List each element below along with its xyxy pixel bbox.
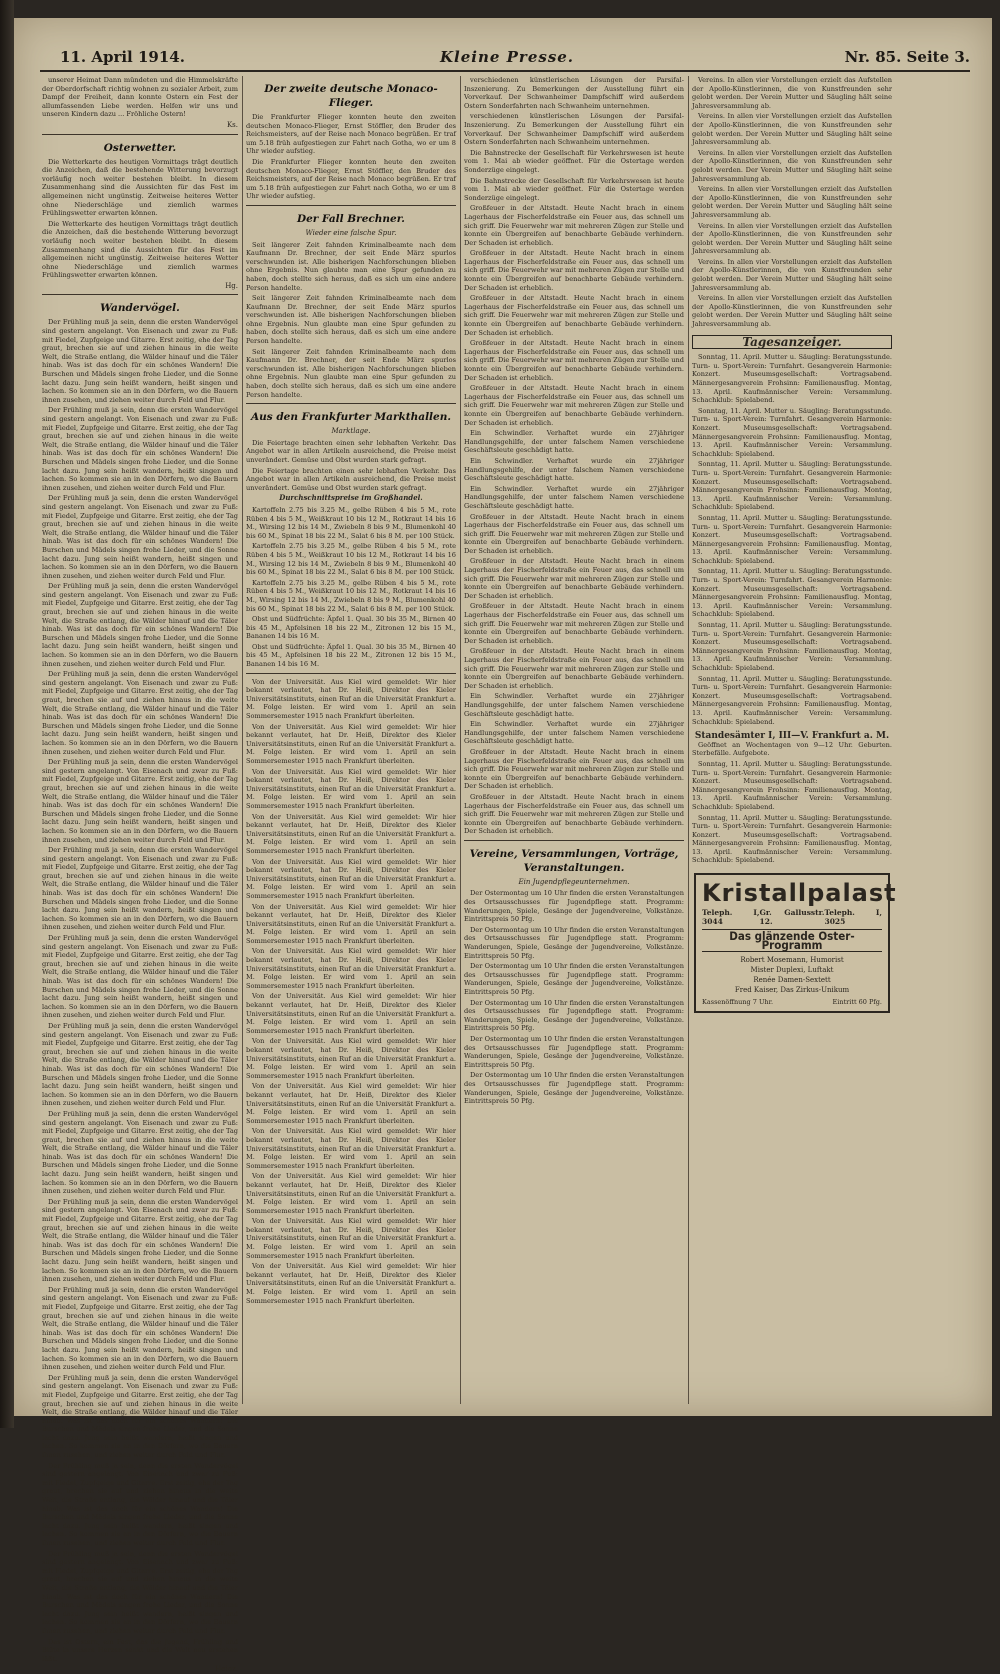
article-text: Der Ostermontag um 10 Uhr finden die ersten Veranstaltungen des Ortsausschusses für Jugendpflege statt. Programm: Wanderungen, Spiele, Gesänge der Jugendvereine, Volkstänze. Eintrittspreis 50 Pfg.: [464, 998, 684, 1033]
book-binding-edge: [0, 0, 14, 1428]
article-text: Der Frühling muß ja sein, denn die ersten Wandervögel sind gestern angelangt. Von Eisenach und zwar zu Fuß: mit Fiedel, Zupfgeige und Gitarre. Erst zeitig, ehe der Tag graut, brechen sie auf und ziehen hinaus in die weite Welt, die Straße entlang, die Wälder hinauf und die Täler hinab. Was ist das doch für ein schönes Wandern! Die Burschen und Mädels singen frohe Lieder, und die Sonne lacht dazu. Jung sein heißt wandern, heißt singen und lachen. So kommen sie an in den Dörfern, wo die Bauern ihnen zusehen, und ziehen weiter durch Feld und Flur.: [42, 1285, 238, 1372]
article-text: Kartoffeln 2.75 bis 3.25 M., gelbe Rüben 4 bis 5 M., rote Rüben 4 bis 5 M., Weißkraut 10 bis 12 M., Rotkraut 14 bis 16 M., Wirsing 12 bis 14 M., Zwiebeln 8 bis 9 M., Blumenkohl 40 bis 60 M., Spinat 18 bis 22 M., Salat 6 bis 8 M. per 100 Stück.: [246, 505, 456, 540]
kristallpalast-advertisement: [694, 873, 897, 1013]
article-text: Der Frühling muß ja sein, denn die ersten Wandervögel sind gestern angelangt. Von Eisenach und zwar zu Fuß: mit Fiedel, Zupfgeige und Gitarre. Erst zeitig, ehe der Tag graut, brechen sie auf und ziehen hinaus in die weite Welt, die Straße entlang, die Wälder hinauf und die Täler hinab. Was ist das doch für ein schönes Wandern! Die Burschen und Mädels singen frohe Lieder, und die Sonne lacht dazu. Jung sein heißt wandern, heißt singen und lachen. So kommen sie an in den Dörfern, wo die Bauern ihnen zusehen, und ziehen weiter durch Feld und Flur.: [42, 1197, 238, 1284]
article-text: verschiedenen künstlerischen Lösungen der Parsifal-Inszenierung. Zu Bemerkungen der Ausstellung führt ein Vorverkauf. Der Schwanheimer Dampfschiff wird außerdem Ostern Sonderfahrten nach Schwanheim unternehmen.: [464, 76, 684, 110]
article-text: Der Frühling muß ja sein, denn die ersten Wandervögel sind gestern angelangt. Von Eisenach und zwar zu Fuß: mit Fiedel, Zupfgeige und Gitarre. Erst zeitig, ehe der Tag graut, brechen sie auf und ziehen hinaus in die weite Welt, die Straße entlang, die Wälder hinauf und die Täler hinab. Was ist das doch für ein schönes Wandern! Die Burschen und Mädels singen frohe Lieder, und die Sonne lacht dazu. Jung sein heißt wandern, heißt singen und lachen. So kommen sie an in den Dörfern, wo die Bauern ihnen zusehen, und ziehen weiter durch Feld und Flur.: [42, 1021, 238, 1108]
headline-vereine: Vereine, Versammlungen, Vorträge, Veranstaltungen.: [469, 847, 679, 874]
article-text: Von der Universität. Aus Kiel wird gemeldet: Wir hier bekannt verlautet, hat Dr. Heiß, Direktor des Kieler Universitätsinstituts, einen Ruf an die Universität Frankfurt a. M. Folge leisten. Er wird vom 1. April an sein Sommersemester 1915 nach Frankfurt überleiten.: [246, 677, 456, 721]
article-text: Von der Universität. Aus Kiel wird gemeldet: Wir hier bekannt verlautet, hat Dr. Heiß, Direktor des Kieler Universitätsinstituts, einen Ruf an die Universität Frankfurt a. M. Folge leisten. Er wird vom 1. April an sein Sommersemester 1915 nach Frankfurt überleiten.: [246, 722, 456, 765]
article-text: Großfeuer in der Altstadt. Heute Nacht brach in einem Lagerhaus der Fischerfeldstraße ein Feuer aus, das schnell um sich griff. Die Feuerwehr war mit mehreren Zügen zur Stelle und konnte ein Übergreifen auf benachbarte Gebäude verhindern. Der Schaden ist erheblich.: [464, 792, 684, 836]
ad-act: Robert Mosemann, Humorist: [740, 956, 844, 965]
subheadline: Ein Jugendpflegeunternehmen.: [518, 877, 630, 886]
article-text: Vereins. In allen vier Vorstellungen erzielt das Aufstellen der Apollo-Künstlerinnen, die von Kunstfreunden sehr gelobt werden. Der Verein Mutter und Säugling hält seine Jahresversammlung ab.: [692, 185, 892, 219]
headline-brechner: Der Fall Brechner.: [297, 212, 405, 225]
listing-text: Sonntag, 11. April. Mutter u. Säugling: Beratungsstunde. Turn- u. Sport-Verein: Turnfahrt. Gesangverein Harmonie: Konzert. Museumsgesellschaft: Vortragsabend. Männergesangverein Frohsinn: Familienausflug. Montag, 13. April. Kaufmännischer Verein: Versammlung. Schachklub: Spielabend.: [692, 621, 892, 672]
subheadline: Wieder eine falsche Spur.: [305, 228, 397, 237]
article-text: Vereins. In allen vier Vorstellungen erzielt das Aufstellen der Apollo-Künstlerinnen, die von Kunstfreunden sehr gelobt werden. Der Verein Mutter und Säugling hält seine Jahresversammlung ab.: [692, 148, 892, 183]
article-text: Die Wetterkarte des heutigen Vormittags trägt deutlich die Anzeichen, daß die bestehende Witterung bevorzugt vorläufig noch weiter bestehen bleibt. In diesem Zusammenhang sind die Aussichten für das Fest im allgemeinen nicht ungünstig. Zeitweise heiteres Wetter ohne Niederschläge und ziemlich warmes Frühlingswetter erwarten können.: [42, 219, 238, 280]
article-text: Der Ostermontag um 10 Uhr finden die ersten Veranstaltungen des Ortsausschusses für Jugendpflege statt. Programm: Wanderungen, Spiele, Gesänge der Jugendvereine, Volkstänze. Eintrittspreis 50 Pfg.: [464, 1034, 684, 1069]
article-text: Ein Schwindler. Verhaftet wurde ein 27jähriger Handlungsgehilfe, der unter falschem Namen verschiedene Geschäftsleute geschädigt hatte.: [464, 692, 684, 718]
article-text: Von der Universität. Aus Kiel wird gemeldet: Wir hier bekannt verlautet, hat Dr. Heiß, Direktor des Kieler Universitätsinstituts, einen Ruf an die Universität Frankfurt a. M. Folge leisten. Er wird vom 1. April an sein Sommersemester 1915 nach Frankfurt überleiten.: [246, 1217, 456, 1260]
ad-address: Gr. Gallusstr. 12.: [759, 908, 825, 926]
listing-text: Sonntag, 11. April. Mutter u. Säugling: Beratungsstunde. Turn- u. Sport-Verein: Turnfahrt. Gesangverein Harmonie: Konzert. Museumsgesellschaft: Vortragsabend. Männergesangverein Frohsinn: Familienausflug. Montag, 13. April. Kaufmännischer Verein: Versammlung. Schachklub: Spielabend.: [692, 567, 892, 619]
article-text: Großfeuer in der Altstadt. Heute Nacht brach in einem Lagerhaus der Fischerfeldstraße ein Feuer aus, das schnell um sich griff. Die Feuerwehr war mit mehreren Zügen zur Stelle und konnte ein Übergreifen auf benachbarte Gebäude verhindern. Der Schaden ist erheblich.: [464, 204, 684, 247]
article-text: Der Frühling muß ja sein, denn die ersten Wandervögel sind gestern angelangt. Von Eisenach und zwar zu Fuß: mit Fiedel, Zupfgeige und Gitarre. Erst zeitig, ehe der Tag graut, brechen sie auf und ziehen hinaus in die weite Welt, die Straße entlang, die Wälder hinauf und die Täler hinab. Was ist das doch für ein schönes Wandern! Die Burschen und Mädels singen frohe Lieder, und die Sonne lacht dazu. Jung sein heißt wandern, heißt singen und lachen. So kommen sie an in den Dörfern, wo die Bauern ihnen zusehen, und ziehen weiter durch Feld und Flur.: [42, 1109, 238, 1196]
article-text: Großfeuer in der Altstadt. Heute Nacht brach in einem Lagerhaus der Fischerfeldstraße ein Feuer aus, das schnell um sich griff. Die Feuerwehr war mit mehreren Zügen zur Stelle und konnte ein Übergreifen auf benachbarte Gebäude verhindern. Der Schaden ist erheblich.: [464, 512, 684, 555]
column-divider: [688, 76, 689, 1404]
article-text: Ein Schwindler. Verhaftet wurde ein 27jähriger Handlungsgehilfe, der unter falschem Namen verschiedene Geschäftsleute geschädigt hatte.: [464, 429, 684, 455]
article-text: Der Frühling muß ja sein, denn die ersten Wandervögel sind gestern angelangt. Von Eisenach und zwar zu Fuß: mit Fiedel, Zupfgeige und Gitarre. Erst zeitig, ehe der Tag graut, brechen sie auf und ziehen hinaus in die weite Welt, die Straße entlang, die Wälder hinauf und die Täler hinab. Was ist das doch für ein schönes Wandern! Die Burschen und Mädels singen frohe Lieder, und die Sonne lacht dazu. Jung sein heißt wandern, heißt singen und lachen. So kommen sie an in den Dörfern, wo die Bauern ihnen zusehen, und ziehen weiter durch Feld und Flur.: [42, 758, 238, 844]
ad-act: Fred Kaiser, Das Zirkus-Unikum: [734, 986, 850, 995]
headline-monaco: Der zweite deutsche Monaco-Flieger.: [264, 83, 438, 109]
article-text: Die Bahnstrecke der Gesellschaft für Verkehrswesen ist heute vom 1. Mai ab wieder geöffnet. Für die Ostertage werden Sonderzüge eingelegt.: [464, 176, 684, 202]
article-text: Von der Universität. Aus Kiel wird gemeldet: Wir hier bekannt verlautet, hat Dr. Heiß, Direktor des Kieler Universitätsinstituts, einen Ruf an die Universität Frankfurt a. M. Folge leisten. Er wird vom 1. April an sein Sommersemester 1915 nach Frankfurt überleiten.: [246, 1037, 456, 1080]
column-2: [246, 76, 456, 1404]
listing-text: Sonntag, 11. April. Mutter u. Säugling: Beratungsstunde. Turn- u. Sport-Verein: Turnfahrt. Gesangverein Harmonie: Konzert. Museumsgesellschaft: Vortragsabend. Männergesangverein Frohsinn: Familienausflug. Montag, 13. April. Kaufmännischer Verein: Versammlung. Schachklub: Spielabend.: [692, 813, 892, 865]
article-text: Der Ostermontag um 10 Uhr finden die ersten Veranstaltungen des Ortsausschusses für Jugendpflege statt. Programm: Wanderungen, Spiele, Gesänge der Jugendvereine, Volkstänze. Eintrittspreis 50 Pfg.: [464, 889, 684, 924]
listing-text: Sonntag, 11. April. Mutter u. Säugling: Beratungsstunde. Turn- u. Sport-Verein: Turnfahrt. Gesangverein Harmonie: Konzert. Museumsgesellschaft: Vortragsabend. Männergesangverein Frohsinn: Familienausflug. Montag, 13. April. Kaufmännischer Verein: Versammlung. Schachklub: Spielabend.: [692, 406, 892, 458]
headline-osterwetter: Osterwetter.: [103, 141, 177, 154]
column-1: [42, 76, 238, 1674]
article-text: Vereins. In allen vier Vorstellungen erzielt das Aufstellen der Apollo-Künstlerinnen, die von Kunstfreunden sehr gelobt werden. Der Verein Mutter und Säugling hält seine Jahresversammlung ab.: [692, 112, 892, 147]
article-text: Der Frühling muß ja sein, denn die ersten Wandervögel sind gestern angelangt. Von Eisenach und zwar zu Fuß: mit Fiedel, Zupfgeige und Gitarre. Erst zeitig, ehe der Tag graut, brechen sie auf und ziehen hinaus in die weite Welt, die Straße entlang, die Wälder hinauf und die Täler hinab. Was ist das doch für ein schönes Wandern! Die Burschen und Mädels singen frohe Lieder, und die Sonne lacht dazu. Jung sein heißt wandern, heißt singen und lachen. So kommen sie an in den Dörfern, wo die Bauern ihnen zusehen, und ziehen weiter durch Feld und Flur.: [42, 494, 238, 580]
article-text: Der Frühling muß ja sein, denn die ersten Wandervögel sind gestern angelangt. Von Eisenach und zwar zu Fuß: mit Fiedel, Zupfgeige und Gitarre. Erst zeitig, ehe der Tag graut, brechen sie auf und ziehen hinaus in die weite Welt, die Straße entlang, die Wälder hinauf und die Täler hinab. Was ist das doch für ein schönes Wandern! Die Burschen und Mädels singen frohe Lieder, und die Sonne lacht dazu. Jung sein heißt wandern, heißt singen und lachen. So kommen sie an in den Dörfern, wo die Bauern ihnen zusehen, und ziehen weiter durch Feld und Flur.: [42, 1549, 238, 1635]
ad-title: Kristallpalast: [702, 879, 897, 908]
article-text: Großfeuer in der Altstadt. Heute Nacht brach in einem Lagerhaus der Fischerfeldstraße ein Feuer aus, das schnell um sich griff. Die Feuerwehr war mit mehreren Zügen zur Stelle und konnte ein Übergreifen auf benachbarte Gebäude verhindern. Der Schaden ist erheblich.: [464, 339, 684, 382]
article-text: Seit längerer Zeit fahnden Kriminalbeamte nach dem Kaufmann Dr. Brechner, der seit Ende März spurlos verschwunden ist. Alle bisherigen Nachforschungen blieben ohne Ergebnis. Nun glaubte man eine Spur gefunden zu haben, doch stellte sich heraus, daß es sich um eine andere Person handelte.: [246, 347, 456, 399]
author-signature: Heinz.: [215, 1665, 238, 1674]
article-text: verschiedenen künstlerischen Lösungen der Parsifal-Inszenierung. Zu Bemerkungen der Ausstellung führt ein Vorverkauf. Der Schwanheimer Dampfschiff wird außerdem Ostern Sonderfahrten nach Schwanheim unternehmen.: [464, 112, 684, 147]
article-text: Die Frankfurter Flieger konnten heute den zweiten deutschen Monaco-Flieger, Ernst Stöffler, den Bruder des Reichsmeisters, auf der Reise nach Monaco begrüßen. Er traf um 5.18 früh aufgestiegen zur Fahrt nach Gotha, wo er um 8 Uhr wieder aufstieg.: [246, 113, 456, 156]
article-text: Ein Schwindler. Verhaftet wurde ein 27jähriger Handlungsgehilfe, der unter falschem Namen verschiedene Geschäftsleute geschädigt hatte.: [464, 456, 684, 483]
article-text: Von der Universität. Aus Kiel wird gemeldet: Wir hier bekannt verlautet, hat Dr. Heiß, Direktor des Kieler Universitätsinstituts, einen Ruf an die Universität Frankfurt a. M. Folge leisten. Er wird vom 1. April an sein Sommersemester 1915 nach Frankfurt überleiten.: [246, 992, 456, 1035]
article-text: Der Frühling muß ja sein, denn die ersten Wandervögel sind gestern angelangt. Von Eisenach und zwar zu Fuß: mit Fiedel, Zupfgeige und Gitarre. Erst zeitig, ehe der Tag graut, brechen sie auf und ziehen hinaus in die weite Welt, die Straße entlang, die Wälder hinauf und die Täler hinab. Was ist das doch für ein schönes Wandern! Die Burschen und Mädels singen frohe Lieder, und die Sonne lacht dazu. Jung sein heißt wandern, heißt singen und lachen. So kommen sie an in den Dörfern, wo die Bauern ihnen zusehen, und ziehen weiter durch Feld und Flur.: [42, 318, 238, 404]
article-text: Der Ostermontag um 10 Uhr finden die ersten Veranstaltungen des Ortsausschusses für Jugendpflege statt. Programm: Wanderungen, Spiele, Gesänge der Jugendvereine, Volkstänze. Eintrittspreis 50 Pfg.: [464, 962, 684, 996]
article-text: Von der Universität. Aus Kiel wird gemeldet: Wir hier bekannt verlautet, hat Dr. Heiß, Direktor des Kieler Universitätsinstituts, einen Ruf an die Universität Frankfurt a. M. Folge leisten. Er wird vom 1. April an sein Sommersemester 1915 nach Frankfurt überleiten.: [246, 1127, 456, 1170]
article-text: Vereins. In allen vier Vorstellungen erzielt das Aufstellen der Apollo-Künstlerinnen, die von Kunstfreunden sehr gelobt werden. Der Verein Mutter und Säugling hält seine Jahresversammlung ab.: [692, 294, 892, 329]
article-text: Großfeuer in der Altstadt. Heute Nacht brach in einem Lagerhaus der Fischerfeldstraße ein Feuer aus, das schnell um sich griff. Die Feuerwehr war mit mehreren Zügen zur Stelle und konnte ein Übergreifen auf benachbarte Gebäude verhindern. Der Schaden ist erheblich.: [464, 249, 684, 292]
article-text: Von der Universität. Aus Kiel wird gemeldet: Wir hier bekannt verlautet, hat Dr. Heiß, Direktor des Kieler Universitätsinstituts, einen Ruf an die Universität Frankfurt a. M. Folge leisten. Er wird vom 1. April an sein Sommersemester 1915 nach Frankfurt überleiten.: [246, 767, 456, 810]
ad-telephone: Teleph. I, 3025: [824, 908, 882, 926]
article-text: Großfeuer in der Altstadt. Heute Nacht brach in einem Lagerhaus der Fischerfeldstraße ein Feuer aus, das schnell um sich griff. Die Feuerwehr war mit mehreren Zügen zur Stelle und konnte ein Übergreifen auf benachbarte Gebäude verhindern. Der Schaden ist erheblich.: [464, 602, 684, 645]
article-text: Ein Schwindler. Verhaftet wurde ein 27jähriger Handlungsgehilfe, der unter falschem Namen verschiedene Geschäftsleute geschädigt hatte.: [464, 720, 684, 746]
headline-tagesanzeiger: Tagesanzeiger.: [692, 335, 892, 350]
headline-wandervoegel: Wandervögel.: [100, 302, 180, 315]
article-text: Die Frankfurter Flieger konnten heute den zweiten deutschen Monaco-Flieger, Ernst Stöffler, den Bruder des Reichsmeisters, auf der Reise nach Monaco begrüßen. Er traf um 5.18 früh aufgestiegen zur Fahrt nach Gotha, wo er um 8 Uhr wieder aufstieg.: [246, 157, 456, 201]
article-text: Großfeuer in der Altstadt. Heute Nacht brach in einem Lagerhaus der Fischerfeldstraße ein Feuer aus, das schnell um sich griff. Die Feuerwehr war mit mehreren Zügen zur Stelle und konnte ein Übergreifen auf benachbarte Gebäude verhindern. Der Schaden ist erheblich.: [464, 647, 684, 690]
article-text: Kartoffeln 2.75 bis 3.25 M., gelbe Rüben 4 bis 5 M., rote Rüben 4 bis 5 M., Weißkraut 10 bis 12 M., Rotkraut 14 bis 16 M., Wirsing 12 bis 14 M., Zwiebeln 8 bis 9 M., Blumenkohl 40 bis 60 M., Spinat 18 bis 22 M., Salat 6 bis 8 M. per 100 Stück.: [246, 578, 456, 613]
column-divider: [460, 76, 461, 1404]
header-page-number: Nr. 85. Seite 3.: [844, 48, 970, 66]
article-text: Seit längerer Zeit fahnden Kriminalbeamte nach dem Kaufmann Dr. Brechner, der seit Ende März spurlos verschwunden ist. Alle bisherigen Nachforschungen blieben ohne Ergebnis. Nun glaubte man eine Spur gefunden zu haben, doch stellte sich heraus, daß es sich um eine andere Person handelte.: [246, 294, 456, 346]
article-text: Die Feiertage brachten einen sehr lebhaften Verkehr. Das Angebot war in allen Artikeln ausreichend, die Preise meist unverändert. Gemüse und Obst wurden stark gefragt.: [246, 438, 456, 464]
article-text: Der Frühling muß ja sein, denn die ersten Wandervögel sind gestern angelangt. Von Eisenach und zwar zu Fuß: mit Fiedel, Zupfgeige und Gitarre. Erst zeitig, ehe der Tag graut, brechen sie auf und ziehen hinaus in die weite Welt, die Straße entlang, die Wälder hinauf und die Täler hinab. Was ist das doch für ein schönes Wandern! Die Burschen und Mädels singen frohe Lieder, und die Sonne lacht dazu. Jung sein heißt wandern, heißt singen und lachen. So kommen sie an in den Dörfern, wo die Bauern ihnen zusehen, und ziehen weiter durch Feld und Flur.: [42, 846, 238, 932]
author-signature: Ks.: [226, 120, 238, 129]
ad-act: Mister Duplexi, Luftakt: [750, 966, 834, 975]
article-text: Obst und Südfrüchte: Äpfel 1. Qual. 30 bis 35 M., Birnen 40 bis 45 M., Apfelsinen 18 bis 22 M., Zitronen 12 bis 15 M., Bananen 14 bis 16 M.: [246, 615, 456, 641]
article-text: Von der Universität. Aus Kiel wird gemeldet: Wir hier bekannt verlautet, hat Dr. Heiß, Direktor des Kieler Universitätsinstituts, einen Ruf an die Universität Frankfurt a. M. Folge leisten. Er wird vom 1. April an sein Sommersemester 1915 nach Frankfurt überleiten.: [246, 1082, 456, 1125]
article-text: Von der Universität. Aus Kiel wird gemeldet: Wir hier bekannt verlautet, hat Dr. Heiß, Direktor des Kieler Universitätsinstituts, einen Ruf an die Universität Frankfurt a. M. Folge leisten. Er wird vom 1. April an sein Sommersemester 1915 nach Frankfurt überleiten.: [246, 812, 456, 855]
column-4: [692, 76, 897, 1404]
ad-program-title: Das glänzende Oster-Programm: [702, 929, 882, 952]
page-header: [40, 44, 970, 72]
article-text: Der Frühling muß ja sein, denn die ersten Wandervögel sind gestern angelangt. Von Eisenach und zwar zu Fuß: mit Fiedel, Zupfgeige und Gitarre. Erst zeitig, ehe der Tag graut, brechen sie auf und ziehen hinaus in die weite Welt, die Straße entlang, die Wälder hinauf und die Täler hinab. Was ist das doch für ein schönes Wandern! Die Burschen und Mädels singen frohe Lieder, und die Sonne lacht dazu. Jung sein heißt wandern, heißt singen und lachen. So kommen sie an in den Dörfern, wo die Bauern ihnen zusehen, und ziehen weiter durch Feld und Flur.: [42, 934, 238, 1020]
ad-opening-time: Kassenöffnung 7 Uhr.: [702, 998, 774, 1007]
article-text: Der Frühling muß ja sein, denn die ersten Wandervögel sind gestern angelangt. Von Eisenach und zwar zu Fuß: mit Fiedel, Zupfgeige und Gitarre. Erst zeitig, ehe der Tag graut, brechen sie auf und ziehen hinaus in die weite Welt, die Straße entlang, die Wälder hinauf und die Täler hinab. Was ist das doch für ein schönes Wandern! Die Burschen und Mädels singen frohe Lieder, und die Sonne lacht dazu. Jung sein heißt wandern, heißt singen und lachen. So kommen sie an in den Dörfern, wo die Bauern ihnen zusehen, und ziehen weiter durch Feld und Flur.: [42, 1461, 238, 1547]
article-text: Von der Universität. Aus Kiel wird gemeldet: Wir hier bekannt verlautet, hat Dr. Heiß, Direktor des Kieler Universitätsinstituts, einen Ruf an die Universität Frankfurt a. M. Folge leisten. Er wird vom 1. April an sein Sommersemester 1915 nach Frankfurt überleiten.: [246, 1172, 456, 1215]
listing-text: Sonntag, 11. April. Mutter u. Säugling: Beratungsstunde. Turn- u. Sport-Verein: Turnfahrt. Gesangverein Harmonie: Konzert. Museumsgesellschaft: Vortragsabend. Männergesangverein Frohsinn: Familienausflug. Montag, 13. April. Kaufmännischer Verein: Versammlung. Schachklub: Spielabend.: [692, 353, 892, 405]
listing-text: Geöffnet an Wochentagen von 9—12 Uhr. Geburten. Sterbefälle. Aufgebote.: [692, 740, 892, 758]
article-text: Die Wetterkarte des heutigen Vormittags trägt deutlich die Anzeichen, daß die bestehende Witterung bevorzugt vorläufig noch weiter bestehen bleibt. In diesem Zusammenhang sind die Aussichten für das Fest im allgemeinen nicht ungünstig. Zeitweise heiteres Wetter ohne Niederschläge und ziemlich warmes Frühlingswetter erwarten können.: [42, 157, 238, 218]
article-text: Von der Universität. Aus Kiel wird gemeldet: Wir hier bekannt verlautet, hat Dr. Heiß, Direktor des Kieler Universitätsinstituts, einen Ruf an die Universität Frankfurt a. M. Folge leisten. Er wird vom 1. April an sein Sommersemester 1915 nach Frankfurt überleiten.: [246, 857, 456, 900]
article-text: Der Frühling muß ja sein, denn die ersten Wandervögel sind gestern angelangt. Von Eisenach und zwar zu Fuß: mit Fiedel, Zupfgeige und Gitarre. Erst zeitig, ehe der Tag graut, brechen sie auf und ziehen hinaus in die weite Welt, die Straße entlang, die Wälder hinauf und die Täler hinab. Was ist das doch für ein schönes Wandern! Die Burschen und Mädels singen frohe Lieder, und die Sonne lacht dazu. Jung sein heißt wandern, heißt singen und lachen. So kommen sie an in den Dörfern, wo die Bauern ihnen zusehen, und ziehen weiter durch Feld und Flur.: [42, 670, 238, 756]
article-text: Der Frühling muß ja sein, denn die ersten Wandervögel sind gestern angelangt. Von Eisenach und zwar zu Fuß: mit Fiedel, Zupfgeige und Gitarre. Erst zeitig, ehe der Tag graut, brechen sie auf und ziehen hinaus in die weite Welt, die Straße entlang, die Wälder hinauf und die Täler hinab. Was ist das doch für ein schönes Wandern! Die Burschen und Mädels singen frohe Lieder, und die Sonne lacht dazu. Jung sein heißt wandern, heißt singen und lachen. So kommen sie an in den Dörfern, wo die Bauern ihnen zusehen, und ziehen weiter durch Feld und Flur.: [42, 582, 238, 668]
article-text: Großfeuer in der Altstadt. Heute Nacht brach in einem Lagerhaus der Fischerfeldstraße ein Feuer aus, das schnell um sich griff. Die Feuerwehr war mit mehreren Zügen zur Stelle und konnte ein Übergreifen auf benachbarte Gebäude verhindern. Der Schaden ist erheblich.: [464, 384, 684, 427]
article-text: Von der Universität. Aus Kiel wird gemeldet: Wir hier bekannt verlautet, hat Dr. Heiß, Direktor des Kieler Universitätsinstituts, einen Ruf an die Universität Frankfurt a. M. Folge leisten. Er wird vom 1. April an sein Sommersemester 1915 nach Frankfurt überleiten.: [246, 947, 456, 990]
article-text: Kartoffeln 2.75 bis 3.25 M., gelbe Rüben 4 bis 5 M., rote Rüben 4 bis 5 M., Weißkraut 10 bis 12 M., Rotkraut 14 bis 16 M., Wirsing 12 bis 14 M., Zwiebeln 8 bis 9 M., Blumenkohl 40 bis 60 M., Spinat 18 bis 22 M., Salat 6 bis 8 M. per 100 Stück.: [246, 542, 456, 577]
article-text: Obst und Südfrüchte: Äpfel 1. Qual. 30 bis 35 M., Birnen 40 bis 45 M., Apfelsinen 18 bis 22 M., Zitronen 12 bis 15 M., Bananen 14 bis 16 M.: [246, 642, 456, 669]
ad-telephone: Teleph. I, 3044: [702, 908, 760, 926]
author-signature: Hg.: [225, 281, 238, 290]
article-text: Großfeuer in der Altstadt. Heute Nacht brach in einem Lagerhaus der Fischerfeldstraße ein Feuer aus, das schnell um sich griff. Die Feuerwehr war mit mehreren Zügen zur Stelle und konnte ein Übergreifen auf benachbarte Gebäude verhindern. Der Schaden ist erheblich.: [464, 294, 684, 337]
listing-text: Sonntag, 11. April. Mutter u. Säugling: Beratungsstunde. Turn- u. Sport-Verein: Turnfahrt. Gesangverein Harmonie: Konzert. Museumsgesellschaft: Vortragsabend. Männergesangverein Frohsinn: Familienausflug. Montag, 13. April. Kaufmännischer Verein: Versammlung. Schachklub: Spielabend.: [692, 460, 892, 512]
article-text: Das ist Ostern, ein Fest, das die Jugend, Frühling und Blüte in unsere Herzen senkt und die Welt neu erstehen läßt.: [42, 1637, 238, 1663]
article-text: Von der Universität. Aus Kiel wird gemeldet: Wir hier bekannt verlautet, hat Dr. Heiß, Direktor des Kieler Universitätsinstituts, einen Ruf an die Universität Frankfurt a. M. Folge leisten. Er wird vom 1. April an sein Sommersemester 1915 nach Frankfurt überleiten.: [246, 902, 456, 945]
listing-text: Sonntag, 11. April. Mutter u. Säugling: Beratungsstunde. Turn- u. Sport-Verein: Turnfahrt. Gesangverein Harmonie: Konzert. Museumsgesellschaft: Vortragsabend. Männergesangverein Frohsinn: Familienausflug. Montag, 13. April. Kaufmännischer Verein: Versammlung. Schachklub: Spielabend.: [692, 513, 892, 565]
article-text: Vereins. In allen vier Vorstellungen erzielt das Aufstellen der Apollo-Künstlerinnen, die von Kunstfreunden sehr gelobt werden. Der Verein Mutter und Säugling hält seine Jahresversammlung ab.: [692, 76, 892, 110]
article-text: Großfeuer in der Altstadt. Heute Nacht brach in einem Lagerhaus der Fischerfeldstraße ein Feuer aus, das schnell um sich griff. Die Feuerwehr war mit mehreren Zügen zur Stelle und konnte ein Übergreifen auf benachbarte Gebäude verhindern. Der Schaden ist erheblich.: [464, 557, 684, 600]
ad-footer: [702, 998, 882, 1007]
article-text: Der Frühling muß ja sein, denn die ersten Wandervögel sind gestern angelangt. Von Eisenach und zwar zu Fuß: mit Fiedel, Zupfgeige und Gitarre. Erst zeitig, ehe der Tag graut, brechen sie auf und ziehen hinaus in die weite Welt, die Straße entlang, die Wälder hinauf und die Täler hinab. Was ist das doch für ein schönes Wandern! Die Burschen und Mädels singen frohe Lieder, und die Sonne lacht dazu. Jung sein heißt wandern, heißt singen und lachen. So kommen sie an in den Dörfern, wo die Bauern ihnen zusehen, und ziehen weiter durch Feld und Flur.: [42, 406, 238, 492]
article-text: Von der Universität. Aus Kiel wird gemeldet: Wir hier bekannt verlautet, hat Dr. Heiß, Direktor des Kieler Universitätsinstituts, einen Ruf an die Universität Frankfurt a. M. Folge leisten. Er wird vom 1. April an sein Sommersemester 1915 nach Frankfurt überleiten.: [246, 1262, 456, 1305]
subheadline: Durchschnittspreise im Großhandel.: [279, 493, 423, 503]
ad-act: Renée Damen-Sextett: [753, 976, 831, 985]
article-text: Vereins. In allen vier Vorstellungen erzielt das Aufstellen der Apollo-Künstlerinnen, die von Kunstfreunden sehr gelobt werden. Der Verein Mutter und Säugling hält seine Jahresversammlung ab.: [692, 221, 892, 256]
article-text: Der Ostermontag um 10 Uhr finden die ersten Veranstaltungen des Ortsausschusses für Jugendpflege statt. Programm: Wanderungen, Spiele, Gesänge der Jugendvereine, Volkstänze. Eintrittspreis 50 Pfg.: [464, 1071, 684, 1106]
ad-admission: Eintritt 60 Pfg.: [832, 998, 882, 1007]
article-text: Der Ostermontag um 10 Uhr finden die ersten Veranstaltungen des Ortsausschusses für Jugendpflege statt. Programm: Wanderungen, Spiele, Gesänge der Jugendvereine, Volkstänze. Eintrittspreis 50 Pfg.: [464, 925, 684, 960]
column-3: [464, 76, 684, 1404]
headline-markthallen: Aus den Frankfurter Markthallen.: [250, 411, 452, 424]
article-text: Der Frühling muß ja sein, denn die ersten Wandervögel sind gestern angelangt. Von Eisenach und zwar zu Fuß: mit Fiedel, Zupfgeige und Gitarre. Erst zeitig, ehe der Tag graut, brechen sie auf und ziehen hinaus in die weite Welt, die Straße entlang, die Wälder hinauf und die Täler hinab. Was ist das doch für ein schönes Wandern! Die Burschen und Mädels singen frohe Lieder, und die Sonne lacht dazu. Jung sein heißt wandern, heißt singen und lachen. So kommen sie an in den Dörfern, wo die Bauern ihnen zusehen, und ziehen weiter durch Feld und Flur.: [42, 1373, 238, 1460]
article-text: unserer Heimat Dann mündeten und die Himmelskräfte der Oberdorfschaft richtig wohnen zu sozialer Arbeit, zum Dampf der Freiheit, dann konnte Ostern ein Fest der allumfassenden Liebe werden. Helfen wir uns und unseren Kindern dazu ... Fröhliche Ostern!: [42, 76, 238, 119]
listing-text: Sonntag, 11. April. Mutter u. Säugling: Beratungsstunde. Turn- u. Sport-Verein: Turnfahrt. Gesangverein Harmonie: Konzert. Museumsgesellschaft: Vortragsabend. Männergesangverein Frohsinn: Familienausflug. Montag, 13. April. Kaufmännischer Verein: Versammlung. Schachklub: Spielabend.: [692, 674, 892, 726]
headline-standesaemter: Standesämter I, III—V. Frankfurt a. M.: [694, 731, 890, 742]
column-divider: [242, 76, 243, 1404]
subheadline: Marktlage.: [331, 427, 371, 436]
article-text: Großfeuer in der Altstadt. Heute Nacht brach in einem Lagerhaus der Fischerfeldstraße ein Feuer aus, das schnell um sich griff. Die Feuerwehr war mit mehreren Zügen zur Stelle und konnte ein Übergreifen auf benachbarte Gebäude verhindern. Der Schaden ist erheblich.: [464, 747, 684, 791]
article-text: Ein Schwindler. Verhaftet wurde ein 27jähriger Handlungsgehilfe, der unter falschem Namen verschiedene Geschäftsleute geschädigt hatte.: [464, 484, 684, 510]
header-date: 11. April 1914.: [60, 48, 185, 66]
article-text: Die Bahnstrecke der Gesellschaft für Verkehrswesen ist heute vom 1. Mai ab wieder geöffnet. Für die Ostertage werden Sonderzüge eingelegt.: [464, 148, 684, 174]
article-text: Vereins. In allen vier Vorstellungen erzielt das Aufstellen der Apollo-Künstlerinnen, die von Kunstfreunden sehr gelobt werden. Der Verein Mutter und Säugling hält seine Jahresversammlung ab.: [692, 257, 892, 292]
article-text: Die Feiertage brachten einen sehr lebhaften Verkehr. Das Angebot war in allen Artikeln ausreichend, die Preise meist unverändert. Gemüse und Obst wurden stark gefragt.: [246, 466, 456, 492]
ad-address-line: [702, 909, 882, 926]
header-title: Kleine Presse.: [440, 48, 575, 66]
listing-text: Sonntag, 11. April. Mutter u. Säugling: Beratungsstunde. Turn- u. Sport-Verein: Turnfahrt. Gesangverein Harmonie: Konzert. Museumsgesellschaft: Vortragsabend. Männergesangverein Frohsinn: Familienausflug. Montag, 13. April. Kaufmännischer Verein: Versammlung. Schachklub: Spielabend.: [692, 759, 892, 811]
article-text: Seit längerer Zeit fahnden Kriminalbeamte nach dem Kaufmann Dr. Brechner, der seit Ende März spurlos verschwunden ist. Alle bisherigen Nachforschungen blieben ohne Ergebnis. Nun glaubte man eine Spur gefunden zu haben, doch stellte sich heraus, daß es sich um eine andere Person handelte.: [246, 240, 456, 292]
